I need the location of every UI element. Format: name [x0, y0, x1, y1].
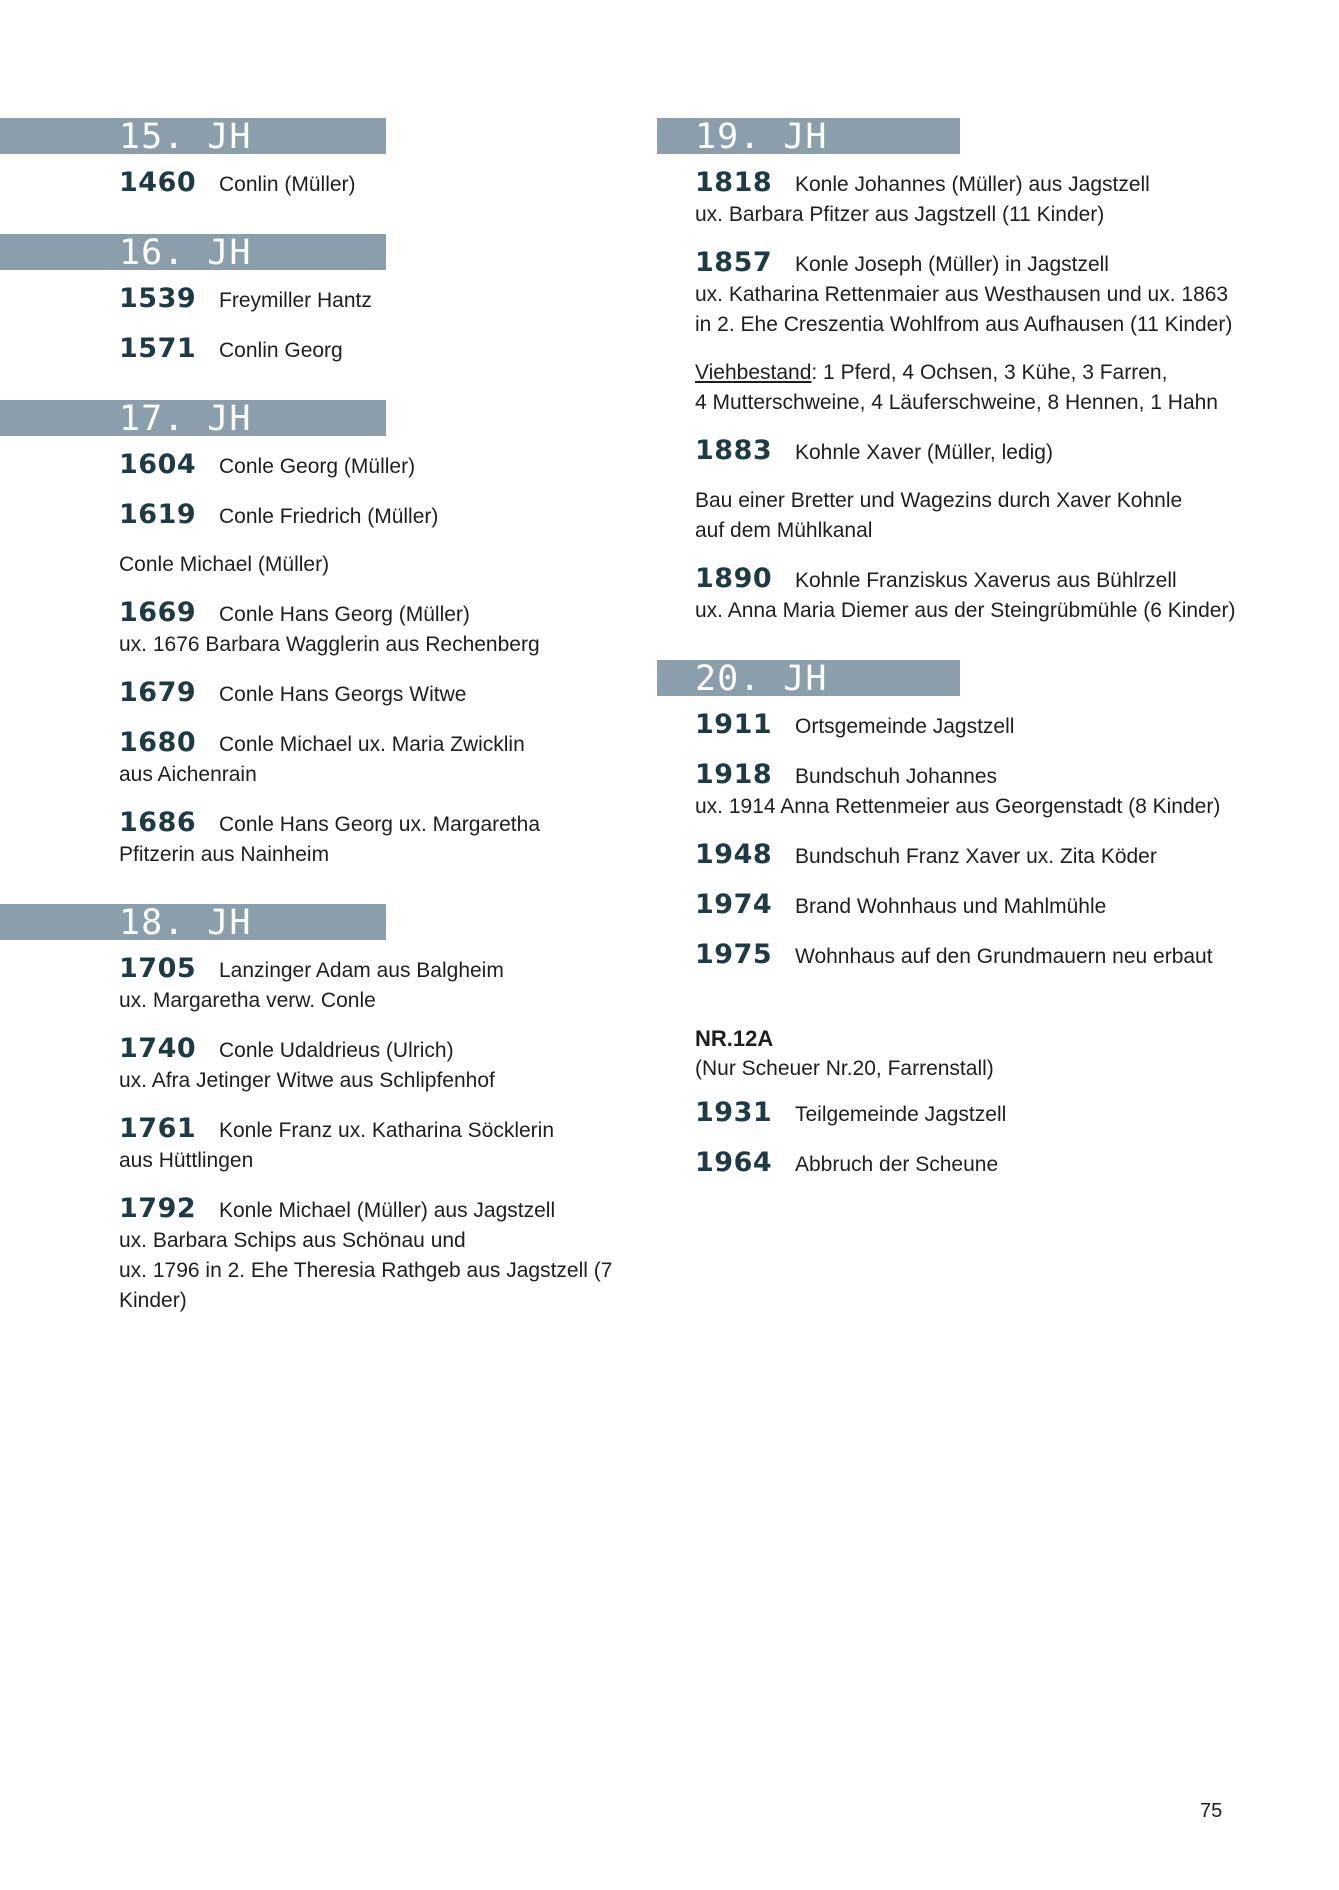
- century-band: [0, 903, 386, 943]
- timeline-entry: [695, 168, 1339, 230]
- timeline-entry: [695, 486, 1339, 546]
- entry-list: [0, 954, 660, 1316]
- century-band: [0, 399, 386, 439]
- entry-text: Conle Hans Georgs Witwe: [219, 683, 467, 706]
- entry-first-line: [119, 550, 660, 580]
- entry-text: Ortsgemeinde Jagstzell: [795, 715, 1015, 738]
- timeline-entry: [119, 954, 660, 1016]
- entry-year: 1975: [695, 939, 773, 970]
- timeline-entry: [695, 248, 1339, 340]
- century-heading: 15. JH: [119, 117, 252, 157]
- century-heading: 18. JH: [119, 903, 252, 943]
- entry-year: 1931: [695, 1097, 773, 1128]
- entry-list: [657, 710, 1339, 972]
- century-section: [657, 118, 1339, 626]
- entry-text: Abbruch der Scheune: [795, 1153, 999, 1176]
- entry-year: 1460: [119, 167, 197, 198]
- timeline-entry: [695, 358, 1339, 418]
- entry-first-line: [119, 284, 660, 316]
- entry-first-line: [119, 598, 660, 630]
- entry-first-line: [119, 168, 660, 200]
- timeline-entry: [695, 564, 1339, 626]
- timeline-entry: [119, 284, 660, 316]
- timeline-entry: [119, 1034, 660, 1096]
- entry-text: Lanzinger Adam aus Balgheim: [219, 959, 504, 982]
- entry-year: 1679: [119, 677, 197, 708]
- entry-year: 1974: [695, 889, 773, 920]
- entry-first-line: [119, 500, 660, 532]
- entry-text: Teilgemeinde Jagstzell: [795, 1103, 1007, 1126]
- entry-continuation: ux. 1796 in 2. Ehe Theresia Rathgeb aus Jagstzell (7 Kinder): [119, 1259, 613, 1312]
- entry-continuation: ux. Anna Maria Diemer aus der Steingrübmühle (6 Kinder): [695, 599, 1236, 622]
- entry-first-line: [119, 1194, 660, 1226]
- entry-first-line: [695, 248, 1339, 280]
- entry-first-line: [695, 564, 1339, 596]
- timeline-entry: [119, 1114, 660, 1176]
- entry-first-line: [119, 728, 660, 760]
- entry-year: 1571: [119, 333, 197, 364]
- entry-text-after: : 1 Pferd, 4 Ochsen, 3 Kühe, 3 Farren,: [811, 361, 1168, 384]
- entry-year: 1686: [119, 807, 197, 838]
- entry-continuation: ux. 1914 Anna Rettenmeier aus Georgenstadt (8 Kinder): [695, 795, 1221, 818]
- entry-first-line: [695, 1098, 1339, 1130]
- entry-continuation: ux. Barbara Schips aus Schönau und: [119, 1229, 466, 1252]
- entry-continuation: aus Aichenrain: [119, 763, 257, 786]
- entry-first-line: [695, 760, 1339, 792]
- entry-continuation: 4 Mutterschweine, 4 Läuferschweine, 8 Hennen, 1 Hahn: [695, 391, 1218, 414]
- century-band: [657, 117, 960, 157]
- entry-text: Konle Johannes (Müller) aus Jagstzell: [795, 173, 1150, 196]
- entry-year: 1761: [119, 1113, 197, 1144]
- century-section: [0, 400, 660, 870]
- entry-year: 1792: [119, 1193, 197, 1224]
- page-number: 75: [1200, 1800, 1223, 1822]
- entry-year: 1604: [119, 449, 197, 480]
- entry-first-line: [119, 334, 660, 366]
- century-section: [0, 118, 660, 200]
- entry-year: 1818: [695, 167, 773, 198]
- entry-continuation: ux. Afra Jetinger Witwe aus Schlipfenhof: [119, 1069, 495, 1092]
- entry-list: [657, 168, 1339, 626]
- entry-text: Bundschuh Johannes: [795, 765, 997, 788]
- timeline-entry: [695, 940, 1339, 972]
- entry-year: 1680: [119, 727, 197, 758]
- entry-text: Konle Franz ux. Katharina Söcklerin: [219, 1119, 555, 1142]
- timeline-entry: [695, 1148, 1339, 1180]
- timeline-entry: [119, 1194, 660, 1316]
- entry-text: Brand Wohnhaus und Mahlmühle: [795, 895, 1107, 918]
- entry-continuation: aus Hüttlingen: [119, 1149, 254, 1172]
- entry-first-line: [695, 840, 1339, 872]
- entry-text: Conle Michael (Müller): [119, 553, 330, 576]
- entry-first-line: [695, 486, 1339, 516]
- timeline-entry: [695, 1098, 1339, 1130]
- entry-continuation: Pfitzerin aus Nainheim: [119, 843, 330, 866]
- entry-underlined-label: Viehbestand: [695, 361, 812, 384]
- entry-year: 1948: [695, 839, 773, 870]
- entry-text: Conlin Georg: [219, 339, 343, 362]
- entry-year: 1619: [119, 499, 197, 530]
- entry-text: Conle Friedrich (Müller): [219, 505, 439, 528]
- entry-continuation: ux. Katharina Rettenmaier aus Westhausen und ux. 1863: [695, 283, 1229, 306]
- entry-continuation: ux. 1676 Barbara Wagglerin aus Rechenberg: [119, 633, 540, 656]
- century-band: [0, 117, 386, 157]
- entry-continuation: ux. Margaretha verw. Conle: [119, 989, 376, 1012]
- entry-year: 1964: [695, 1147, 773, 1178]
- entry-first-line: [695, 436, 1339, 468]
- century-heading: 19. JH: [695, 117, 828, 157]
- entry-year: 1539: [119, 283, 197, 314]
- entry-year: 1918: [695, 759, 773, 790]
- century-band: [0, 233, 386, 273]
- entry-year: 1740: [119, 1033, 197, 1064]
- entry-first-line: [695, 890, 1339, 922]
- timeline-entry: [119, 168, 660, 200]
- entry-text: Conle Georg (Müller): [219, 455, 416, 478]
- entry-text: Konle Joseph (Müller) in Jagstzell: [795, 253, 1109, 276]
- entry-text: Kohnle Xaver (Müller, ledig): [795, 441, 1053, 464]
- timeline-entry: [695, 890, 1339, 922]
- entry-first-line: [119, 450, 660, 482]
- entry-list: [0, 450, 660, 870]
- nr12a-subtitle: (Nur Scheuer Nr.20, Farrenstall): [695, 1057, 994, 1080]
- nr12a-title: NR.12A: [695, 1026, 774, 1051]
- entry-first-line: [119, 1114, 660, 1146]
- entry-text: Bundschuh Franz Xaver ux. Zita Köder: [795, 845, 1157, 868]
- entry-list: [0, 284, 660, 366]
- entry-text: Konle Michael (Müller) aus Jagstzell: [219, 1199, 556, 1222]
- nr12a-section: [657, 1024, 1339, 1180]
- timeline-entry: [119, 598, 660, 660]
- entry-first-line: [119, 678, 660, 710]
- timeline-entry: [695, 710, 1339, 742]
- century-section: [657, 660, 1339, 972]
- entry-year: 1890: [695, 563, 773, 594]
- timeline-entry: [119, 550, 660, 580]
- left-column: [0, 118, 660, 1350]
- entry-text: Freymiller Hantz: [219, 289, 372, 312]
- century-heading: 20. JH: [695, 659, 828, 699]
- entry-first-line: [119, 954, 660, 986]
- timeline-entry: [119, 678, 660, 710]
- entry-text: Bau einer Bretter und Wagezins durch Xaver Kohnle: [695, 489, 1183, 512]
- entry-first-line: [119, 808, 660, 840]
- entry-first-line: [119, 1034, 660, 1066]
- entry-text: Conlin (Müller): [219, 173, 356, 196]
- entry-continuation: auf dem Mühlkanal: [695, 519, 873, 542]
- century-section: [0, 904, 660, 1316]
- entry-list: [0, 168, 660, 200]
- century-section: [0, 234, 660, 366]
- entry-first-line: [695, 1148, 1339, 1180]
- entry-text: Wohnhaus auf den Grundmauern neu erbaut: [795, 945, 1213, 968]
- timeline-entry: [119, 500, 660, 532]
- timeline-entry: [119, 334, 660, 366]
- timeline-entry: [695, 436, 1339, 468]
- timeline-entry: [119, 728, 660, 790]
- entry-first-line: [695, 940, 1339, 972]
- right-column: [657, 118, 1339, 1214]
- century-band: [657, 659, 960, 699]
- entry-text: Conle Hans Georg ux. Margaretha: [219, 813, 540, 836]
- timeline-entry: [119, 450, 660, 482]
- entry-year: 1857: [695, 247, 773, 278]
- entry-first-line: [695, 358, 1339, 388]
- timeline-entry: [695, 840, 1339, 872]
- entry-text: Conle Udaldrieus (Ulrich): [219, 1039, 454, 1062]
- entry-year: 1911: [695, 709, 773, 740]
- entry-text: Conle Hans Georg (Müller): [219, 603, 470, 626]
- entry-continuation: in 2. Ehe Creszentia Wohlfrom aus Aufhausen (11 Kinder): [695, 313, 1233, 336]
- timeline-entry: [119, 808, 660, 870]
- entry-year: 1669: [119, 597, 197, 628]
- century-heading: 16. JH: [119, 233, 252, 273]
- entry-first-line: [695, 168, 1339, 200]
- entry-first-line: [695, 710, 1339, 742]
- entry-year: 1705: [119, 953, 197, 984]
- entry-text: Kohnle Franziskus Xaverus aus Bühlrzell: [795, 569, 1177, 592]
- century-heading: 17. JH: [119, 399, 252, 439]
- entry-continuation: ux. Barbara Pfitzer aus Jagstzell (11 Kinder): [695, 203, 1105, 226]
- entry-year: 1883: [695, 435, 773, 466]
- entry-text: Conle Michael ux. Maria Zwicklin: [219, 733, 525, 756]
- timeline-entry: [695, 760, 1339, 822]
